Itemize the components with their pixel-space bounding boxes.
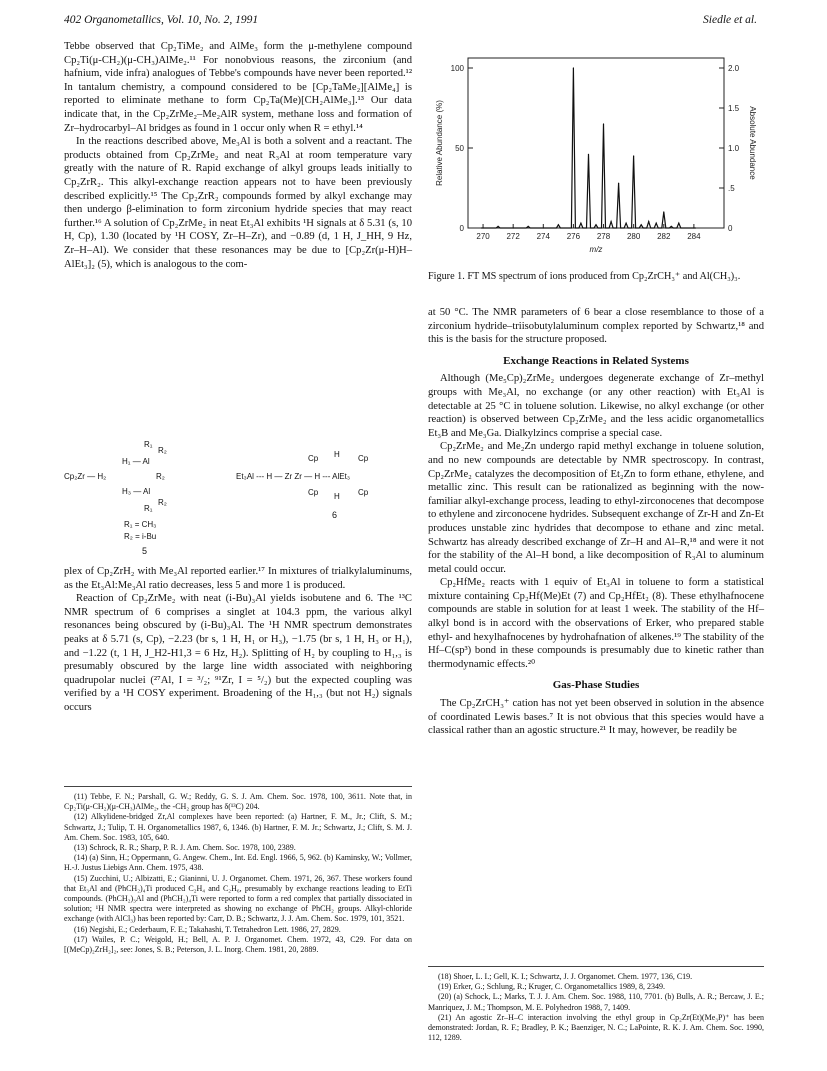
c5-r2-top: R₂ (158, 446, 167, 455)
spectrum-point (528, 226, 529, 227)
footnote-rule (64, 786, 412, 787)
running-header-left: 402 Organometallics, Vol. 10, No. 2, 1991 (64, 14, 259, 26)
spectrum-point (626, 223, 627, 224)
footnote: (14) (a) Sinn, H.; Oppermann, G. Angew. Chem., Int. Ed. Engl. 1966, 5, 962. (b) Kaminsky, W.; Vollmer, H.-J. Justus Liebigs Ann. Chem. 1975, 438. (64, 853, 412, 873)
paragraph: The Cp₂ZrCH₃⁺ cation has not yet been observed in solution in the absence of coordinated Lewis bases.⁷ It is not obvious that this species would have a classical rather than an agostic structure.²¹ It may, however, be readily be (428, 698, 764, 737)
right-tick-label: .5 (728, 184, 735, 193)
spectrum-point (656, 223, 657, 224)
footnote: (12) Alkylidene-bridged Zr,Al complexes have been reported: (a) Hartner, F. M., Jr.; Clift, S. M.; Schwartz, J.; Tulip, T. H. Organometallics 1987, 6, 1346. (b) Hartner, F. M. Jr.; Schwartz, J.; Clift, S. M. J. Am. Chem. Soc. 1983, 105, 640. (64, 812, 412, 842)
c5-r1-low: R₁ (144, 504, 153, 513)
spectrum-point (618, 183, 619, 184)
right-tick-label: 2.0 (728, 64, 740, 73)
footnote: (21) An agostic Zr–H–C interaction involving the ethyl group in Cp₂Zr(Et)(Me₃P)⁺ has been demonstrated: Jordan, R. F.; Bradley, P. K.; Baenziger, N. C.; LaPointe, R. K. J. Am. Chem. Soc. 1990, 112, 1289. (428, 1012, 764, 1043)
chemical-scheme (64, 440, 412, 556)
c6-cp2: Cp (358, 454, 369, 463)
right-tick-label: 0 (728, 224, 733, 233)
spectrum-point (513, 227, 514, 228)
footnotes-right (428, 972, 764, 1043)
x-tick-label: 284 (687, 232, 701, 241)
footnote: (16) Negishi, E.; Cederbaum, F. E.; Takahashi, T. Tetrahedron Lett. 1986, 27, 2829. (74, 924, 341, 934)
c6-h1: H (334, 450, 340, 459)
left-column-bottom (64, 565, 412, 715)
spectrum-point (678, 223, 679, 224)
spectrum-point (573, 67, 574, 68)
footnote: (15) Zucchini, U.; Albizatti, E.; Gianinni, U. J. Organomet. Chem. 1971, 26, 367. These workers found that Et₃Al and (PhCH₂)₄Ti produced C₂H₄ and C₂H₆, presumably by exchange reactions leading to EtTi compounds. (PhCH₂)₃Al and (PhCH₂)₄Ti were reported to form a red complex that partially dissociated in solution; ¹H NMR spectra were interpreted as showing no exchange of PhCH₂ groups. Alkyl-chloride exchange (with AlCl₃) has been reported by: Carr, D. B.; Schwartz, J. J. Am. Chem. Soc. 1979, 101, 3521. (64, 873, 412, 924)
spectrum-line (481, 68, 696, 228)
c6-cp4: Cp (358, 488, 369, 497)
x-tick-label: 270 (476, 232, 490, 241)
ms-spectrum-figure (424, 48, 764, 268)
c5-r2-mid: R₂ (156, 472, 165, 481)
footnote: (18) Shoer, L. I.; Gell, K. I.; Schwartz, J. J. Organomet. Chem. 1977, 136, C19. (438, 972, 693, 981)
paragraph: Cp₂ZrMe₂ and Me₂Zn undergo rapid methyl exchange in toluene solution, and no new compounds are detectable by NMR spectroscopy. In contrast, Cp₂ZrMe₂ catalyzes the decomposition of Et₂Zn to form ethane, ethylene, and metallic zinc. This result can be rationalized as beginning with the now-familiar alkyl-exchange process, leading to ethyl-zirconocenes that decompose to ethylene and zirconocene hydrides. Subsequent exchange of Zr-H and Zn-Et produces unstable zinc hydrides that decompose to ethane and zinc metal. Schwartz has already described exchange of Zr–H and Al–R,¹⁸ and were it not for the stability of the Al–H bond, a like decomposition of R₃Al to aluminum metal could occur. (428, 441, 764, 575)
section-title-exchange: Exchange Reactions in Related Systems (503, 354, 689, 367)
plot-frame (468, 58, 724, 228)
c5-h1-al: H₁ — Al (122, 457, 150, 466)
c6-label: 6 (332, 510, 338, 520)
x-tick-label: 278 (596, 232, 611, 241)
left-column-top (64, 40, 412, 271)
y-axis-label-left: Relative Abundance (%) (435, 100, 444, 186)
paragraph: plex of Cp₂ZrH₂ with Me₃Al reported earlier.¹⁷ In mixtures of trialkylaluminums, as the Et₃Al:Me₃Al ratio decreases, less 5 and more 1 is produced. (64, 566, 412, 591)
x-tick-label: 276 (566, 232, 581, 241)
footnote: (11) Tebbe, F. N.; Parshall, G. W.; Reddy, G. S. J. Am. Chem. Soc. 1978, 100, 3611. Note that, in Cp₂Ti(μ-CH₂)(μ-CH₃)AlMe₂, the -CH₂ group has δ(¹³C) 204. (64, 792, 412, 812)
running-header-right: Siedle et al. (703, 14, 757, 26)
spectrum-point (498, 226, 499, 227)
paragraph: Reaction of Cp₂ZrMe₂ with neat (i-Bu)₃Al yields isobutene and 6. The ¹³C NMR spectrum of 6 comprises a singlet at 104.3 ppm, the various alkyl resonances being obscured by (i-Bu)₃Al. The ¹H NMR spectrum demonstrates peaks at δ 5.71 (s, Cp), −2.23 (br s, 1 H, H₁ or H₃), −1.75 (br s, 1 H, H₃ or H₁), and −1.22 (t, 1 H, J_H2-H1,3 = 6 Hz, H₂). Splitting of H₂ by coupling to H₁,₃ is presumably obscured by the large line width associated with neighboring quadrupolar nuclei (²⁷Al, I = ³/₂; ⁹¹Zr, I = ⁵/₂) but the expected coupling was verified by a ¹H COSY experiment. Broadening of the H₁,₃ (but not H₂) signals occurs (64, 593, 412, 713)
chart-axes (468, 58, 724, 228)
x-tick-label: 272 (506, 232, 520, 241)
c6-cp1: Cp (308, 454, 319, 463)
right-tick-label: 1.0 (728, 144, 740, 153)
footnote-rule (428, 966, 764, 967)
spectrum-point (543, 227, 544, 228)
x-axis-label: m/z (589, 245, 603, 254)
spectrum-point (558, 224, 559, 225)
c6-main: Et₃Al --- H — Zr Zr — H --- AlEt₃ (236, 472, 351, 481)
x-tick-label: 274 (536, 232, 550, 241)
section-title-gas-phase: Gas-Phase Studies (552, 679, 640, 692)
footnote: (20) (a) Schock, L.; Marks, T. J. J. Am. Chem. Soc. 1988, 110, 7701. (b) Bulls, A. R.; Bercaw, J. E.; Manriquez, J. M.; Thompson, M. E. Polyhedron 1988, 7, 1409. (428, 992, 764, 1012)
figure-caption: Figure 1. FT MS spectrum of ions produced from Cp₂ZrCH₃⁺ and Al(CH₃)₃. (428, 271, 741, 282)
c5-cp2zr-h2: Cp₂Zr — H₂ (64, 472, 107, 481)
spectrum-point (595, 224, 596, 225)
spectrum-point (482, 227, 483, 228)
spectrum-point (641, 224, 642, 225)
right-column (428, 306, 764, 738)
paragraph: at 50 °C. The NMR parameters of 6 bear a close resemblance to those of a zirconium hydride–triisobutylaluminum complex reported by Schwartz,¹⁸ and this is the basis for the structure proposed. (428, 307, 764, 346)
spectrum-point (603, 123, 604, 124)
right-tick-label: 1.5 (728, 104, 740, 113)
footnotes-left (64, 792, 412, 955)
spectrum-point (588, 154, 589, 155)
spectrum-point (648, 221, 649, 222)
c6-cp3: Cp (308, 488, 319, 497)
left-tick-label: 0 (459, 224, 464, 233)
paragraph: Tebbe observed that Cp₂TiMe₂ and AlMe₃ form the μ-methylene compound Cp₂Ti(μ-CH₂)(μ-CH₃)AlMe₂.¹¹ For nonobvious reasons, the zirconium (and hafnium, vide infra) analogues of Tebbe's compounds have never been reported.¹² In tantalum chemistry, a compound considered to be [Cp₂TaMe₂][AlMe₄] is reported to eliminate methane to form Cp₂Ta(Me)[CH₂AlMe₃].¹³ Our data indicate that, in the Cp₂ZrMe₂–Me₂AlR system, methane loss and formation of Zr–hydrocarbyl–Al bridges as found in 1 occur only when R = ethyl.¹⁴ (64, 41, 412, 134)
c5-label: 5 (142, 546, 148, 556)
x-tick-label: 280 (626, 232, 641, 241)
paragraph: In the reactions described above, Me₃Al is both a solvent and a reactant. The products obtained from Cp₂ZrMe₂ and neat R₃Al at room temperature vary greatly with the nature of R. Rapid exchange of alkyl groups leads initially to Cp₂ZrR₂. This alkyl-exchange reaction appears not to have been previously described explicitly.¹⁵ The Cp₂ZrR₂ compounds formed by alkyl exchange may then undergo β-elimination to form zirconium hydride species that may react further.¹⁶ A solution of Cp₂ZrMe₂ in neat Et₃Al exhibits ¹H signals at δ 5.31 (s, 10 H, Cp), 1.30 (located by ¹H COSY, Zr–H–Zr), and −0.89 (d, 1 H, J_HH, 9 Hz, Zr–H–Al). We consider that these resonances may be due to [Cp₂Zr(μ-H)H–AlEt₃]₂ (5), which is analogous to the com- (64, 136, 412, 270)
c5-h3-al: H₃ — Al (122, 487, 151, 496)
c5-legend-r2: R₂ = i-Bu (124, 532, 157, 541)
chart-series (481, 67, 696, 228)
c5-r1: R₁ (144, 440, 153, 449)
y-axis-label-right: Absolute Abundance (748, 106, 757, 180)
footnote: (19) Erker, G.; Schlung, R.; Kruger, C. Organometallics 1989, 8, 2349. (438, 982, 665, 992)
c6-h2: H (334, 492, 340, 501)
paragraph: Cp₂HfMe₂ reacts with 1 equiv of Et₃Al in toluene to form a statistical mixture containing Cp₂Hf(Me)Et (7) and Cp₂HfEt₂ (8). These ethylhafnocene compounds are stable in solution for at least 1 week. The stability of the Hf–alkyl bond is in accord with the observations of Erker, who prepared stable ethyl- and hexylhafnocenes by hydrohafnation of alkenes.¹⁹ The stability of the Hf–C(sp³) bond in these compounds is presumably due to kinetic rather than thermodynamic effects.²⁰ (428, 577, 764, 670)
x-tick-label: 282 (657, 232, 671, 241)
footnote: (17) Wailes, P. C.; Weigold, H.; Bell, A. P. J. Organomet. Chem. 1972, 43, C29. For data on [(MeCp)₂ZrH₂]₂, see: Jones, S. B.; Peterson, J. L. Inorg. Chem. 1981, 20, 2889. (64, 934, 412, 955)
spectrum-point (580, 223, 581, 224)
spectrum-point (610, 221, 611, 222)
spectrum-point (671, 226, 672, 227)
left-tick-label: 50 (455, 144, 464, 153)
spectrum-point (633, 155, 634, 156)
c5-r2-low: R₂ (158, 498, 167, 507)
paragraph: Although (Me₅Cp)₂ZrMe₂ undergoes degenerate exchange of Zr–methyl groups with Me₃Al, no exchange (or any other reaction) with Et₃Al is detectable at 25 °C in toluene solution. Likewise, no alkyl exchange (or other reaction) is observed between Cp₂ZrMe₂ and the less acidic organometallics Et₃B and Me₃Ga. Dialkylzincs comprise a special case. (428, 373, 764, 439)
left-tick-label: 100 (450, 64, 464, 73)
c5-legend-r1: R₁ = CH₃ (124, 520, 157, 529)
footnote: (13) Schrock, R. R.; Sharp, P. R. J. Am. Chem. Soc. 1978, 100, 2389. (74, 843, 296, 853)
spectrum-point (693, 227, 694, 228)
spectrum-point (663, 211, 664, 212)
